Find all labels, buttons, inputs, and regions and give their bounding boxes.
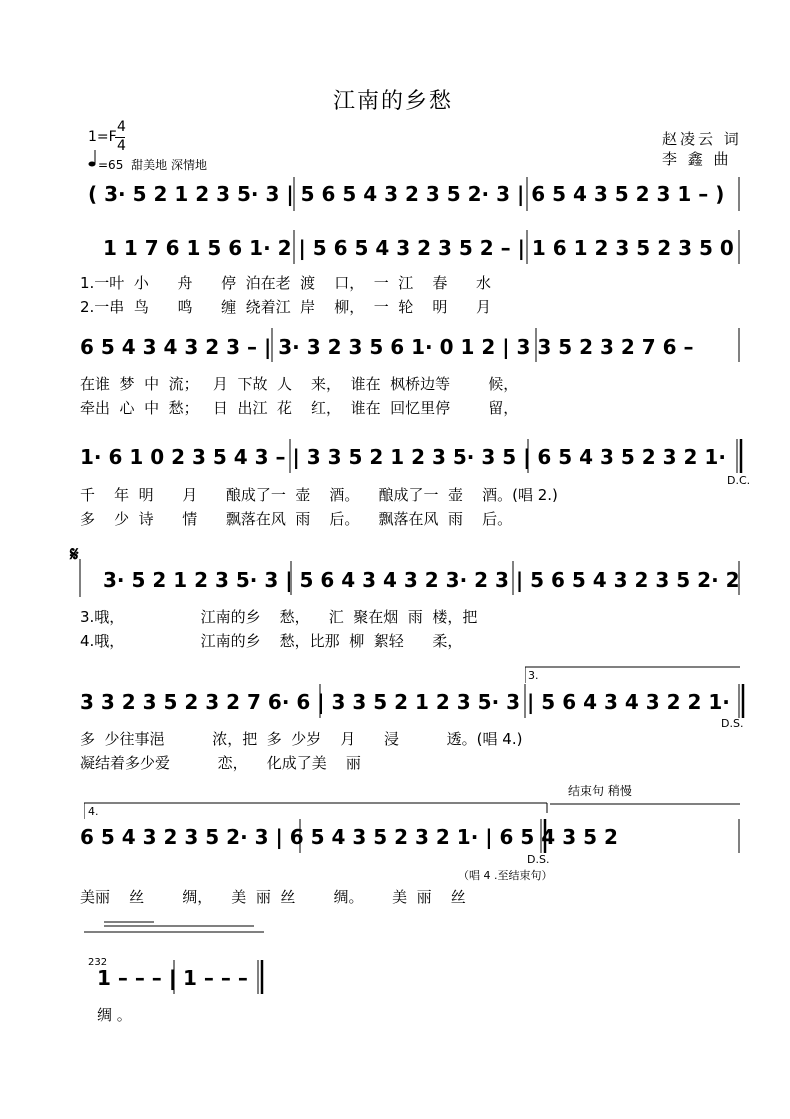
lyric-line-2b: 2.一串 鸟 鸣 缠 绕着江 岸 柳， 一 轮 明 月 [80,298,491,316]
barlines-4 [0,437,790,477]
lyric-line-2a: 1.一叶 小 舟 停 泊在老 渡 口， 一 江 春 水 [80,274,491,292]
barlines-5 [0,559,790,599]
time-signature-bottom: 4 [117,138,126,154]
notation-line-7: 6 5 4 3 2 3 5 2· 3 | 6 5 4 3 5 2 3 2 1· | 6 5 4 3 5 2 [80,825,618,849]
notation-line-3: 6 5 4 3 4 3 2 3 – | 3· 3 2 3 5 6 1· 0 1 2 | 3 3 5 2 3 2 7 6 – [80,335,694,359]
grace-notes: 232 [88,957,108,968]
notation-line-8: 1 – – – | 1 – – – [97,966,248,990]
coda-label: 结束句 稍慢 [568,784,632,798]
barlines-8 [0,958,790,998]
barlines-7 [0,817,790,857]
time-signature-top: 4 [117,119,126,135]
dc-marking: D.C. [727,474,751,487]
lyric-line-6b: 凝结着多少爱 恋， 化成了美 丽 [80,754,361,772]
notation-line-5: 3· 5 2 1 2 3 5· 3 | 5 6 4 3 4 3 2 3· 2 3 | 5 6 5 4 3 2 3 5 2· 2 [103,568,740,592]
composer: 李 鑫 曲 [662,150,732,168]
lyric-line-7: 美丽 丝 绸， 美 丽 丝 绸。 美 丽 丝 [80,888,466,906]
lyric-line-4a: 千 年 明 月 酿成了一 壶 酒。 酿成了一 壶 酒。(唱 2.) [80,486,558,504]
coda-instruction: （唱 4 .至结束句） [458,869,553,882]
lyric-line-4b: 多 少 诗 情 飘落在风 雨 后。 飘落在风 雨 后。 [80,510,513,528]
lyric-line-5a: 3.哦， 江南的乡 愁， 汇 聚在烟 雨 楼，把 [80,608,478,626]
segno-icon: 𝄋 [70,542,79,566]
barlines-3 [0,326,790,366]
page-title: 江南的乡愁 [333,89,454,114]
fermata-bracket [84,920,284,940]
volta-label-4: 4. [88,805,99,818]
lyric-line-3b: 牵出 心 中 愁； 日 出江 花 红， 谁在 回忆里停 留， [80,399,519,417]
barlines-2 [0,228,790,268]
notation-line-4: 1· 6 1 0 2 3 5 4 3 – | 3 3 5 2 1 2 3 5· 3 5 | 6 5 4 3 5 2 3 2 1· [80,445,726,469]
coda-bracket [550,800,750,810]
key-signature: 1=F [88,129,117,145]
ds-marking-2: D.S. [527,853,550,866]
lyric-line-5b: 4.哦， 江南的乡 愁，比那 柳 絮轻 柔， [80,632,463,650]
quarter-note-icon [88,148,98,172]
notation-line-1: ( 3· 5 2 1 2 3 5· 3 | 5 6 5 4 3 2 3 5 2· 3 | 6 5 4 3 5 2 3 1 – ) [88,182,725,206]
lyric-line-6a: 多 少往事浥 浓，把 多 少岁 月 浸 透。(唱 4.) [80,730,523,748]
tempo-value: =65 [98,158,124,172]
volta-label-3: 3. [528,669,539,682]
notation-line-2: 1 1 7 6 1 5 6 1· 2 | 5 6 5 4 3 2 3 5 2 – | 1 6 1 2 3 5 2 3 5 0 [103,236,734,260]
notation-line-6: 3 3 2 3 5 2 3 2 7 6· 6 | 3 3 5 2 1 2 3 5· 3 | 5 6 4 3 4 3 2 2 1· [80,690,730,714]
barlines-1 [0,175,790,215]
tempo-marking [98,156,207,173]
lyric-line-8: 绸 。 [97,1006,132,1024]
expression-marking: 甜美地 深情地 [131,158,207,172]
ds-marking-1: D.S. [721,717,744,730]
lyric-line-3a: 在谁 梦 中 流； 月 下故 人 来， 谁在 枫桥边等 候， [80,375,519,393]
barlines-6 [0,682,790,722]
lyricist: 赵凌云 词 [662,130,742,148]
